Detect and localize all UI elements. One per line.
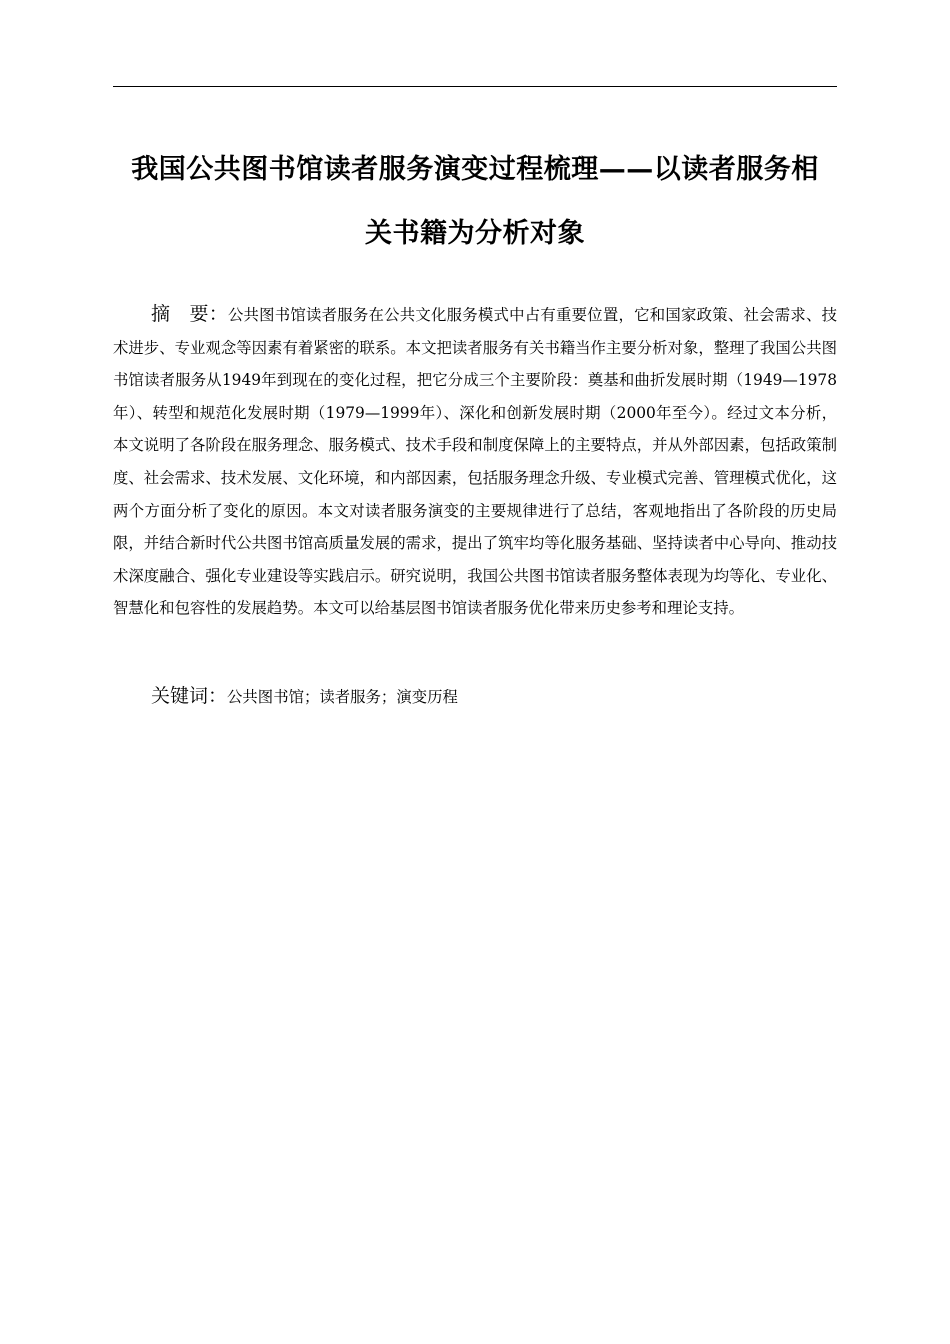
header-rule [113,86,837,87]
title-line-2: 关书籍为分析对象 [365,218,585,249]
abstract-label: 摘 要： [151,303,228,325]
title-line-1: 我国公共图书馆读者服务演变过程梳理——以读者服务相 [131,154,819,185]
abstract-paragraph [113,298,837,625]
keywords-label: 关键词： [151,685,228,707]
keywords-paragraph [151,680,458,713]
keywords-text: 公共图书馆；读者服务；演变历程 [227,688,458,706]
abstract-text: 公共图书馆读者服务在公共文化服务模式中占有重要位置，它和国家政策、社会需求、技术进步、专业观念等因素有着紧密的联系。本文把读者服务有关书籍当作主要分析对象，整理了我国公共图书馆读者服务从1949年到现在的变化过程，把它分成三个主要阶段：奠基和曲折发展时期（1949—1978年）、转型和规范化发展时期（1979—1999年）、深化和创新发展时期（2000年至今）。经过文本分析，本文说明了各阶段在服务理念、服务模式、技术手段和制度保障上的主要特点，并从外部因素，包括政策制度、社会需求、技术发展、文化环境，和内部因素，包括服务理念升级、专业模式完善、管理模式优化，这两个方面分析了变化的原因。本文对读者服务演变的主要规律进行了总结，客观地指出了各阶段的历史局限，并结合新时代公共图书馆高质量发展的需求，提出了筑牢均等化服务基础、坚持读者中心导向、推动技术深度融合、强化专业建设等实践启示。研究说明，我国公共图书馆读者服务整体表现为均等化、专业化、智慧化和包容性的发展趋势。本文可以给基层图书馆读者服务优化带来历史参考和理论支持。 [113,306,837,618]
document-title [113,138,837,266]
